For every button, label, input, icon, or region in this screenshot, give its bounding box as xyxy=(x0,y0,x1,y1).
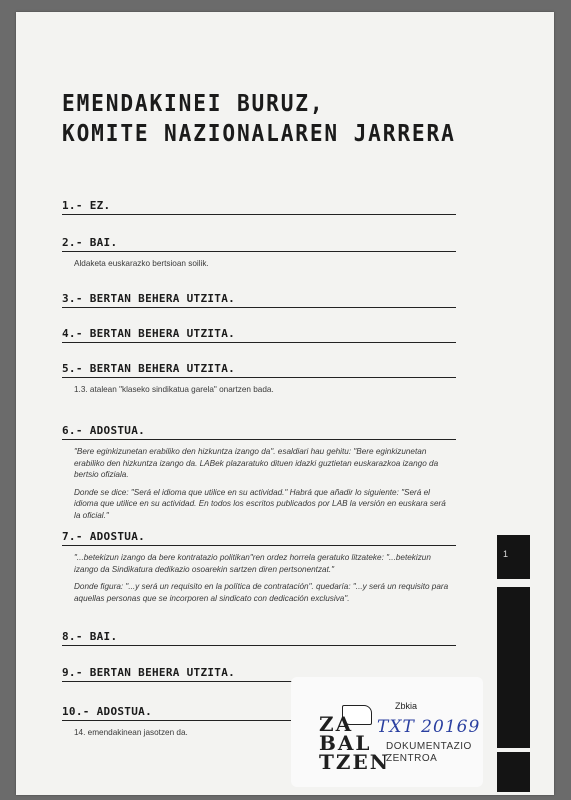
document-title xyxy=(62,89,456,149)
zabaltzen-logo xyxy=(319,712,391,774)
section-text: "Bere eginkizunetan erabiliko den hizkuntza izango da". esaldiari hau gehitu: "Bere eginkizunetan erabiliko den hizkuntza izango da. LABek plazaratuko dituen idazki guztietan euskarazkoa izango da bertsio ofiziala. xyxy=(74,447,439,479)
logo-line: TZEN xyxy=(319,750,391,774)
stamp-caption-line: ZENTROA xyxy=(386,753,438,764)
section-heading: 10.- ADOSTUA. xyxy=(62,705,302,721)
logo-line: ZA xyxy=(319,712,354,736)
side-tab-5 xyxy=(497,704,530,748)
side-tab-1 xyxy=(497,535,530,579)
section-7 xyxy=(62,530,456,610)
section-text: "...betekizun izango da bere kontratazio politikan"ren ordez horrela geratuko litzateke: "...betekizun izango da Sindikatura dedikazio osoarekin sartzen diren pertsonentzat." xyxy=(74,553,431,574)
section-heading: 2.- BAI. xyxy=(62,236,456,252)
section-heading: 7.- ADOSTUA. xyxy=(62,530,456,546)
stamp-caption xyxy=(386,741,472,765)
section-text: Aldaketa euskarazko bertsioan soilik. xyxy=(74,259,209,268)
side-tab-6 xyxy=(497,752,530,792)
section-4 xyxy=(62,327,456,343)
section-1 xyxy=(62,199,456,215)
section-2 xyxy=(62,236,456,276)
section-heading: 4.- BERTAN BEHERA UTZITA. xyxy=(62,327,456,343)
section-heading: 3.- BERTAN BEHERA UTZITA. xyxy=(62,292,456,308)
stamp-caption-line: DOKUMENTAZIO xyxy=(386,741,472,752)
section-8 xyxy=(62,630,456,646)
section-heading: 1.- EZ. xyxy=(62,199,456,215)
section-text: Donde figura: "...y será un requisito en la política de contratación". quedaría: "...y será un requisito para aquellas personas que se incorporen al sindicato con dedicación exclusiva". xyxy=(74,582,449,603)
section-heading: 6.- ADOSTUA. xyxy=(62,424,456,440)
title-line-1: EMENDAKINEI BURUZ, xyxy=(62,91,325,117)
section-heading: 9.- BERTAN BEHERA UTZITA. xyxy=(62,666,456,682)
title-line-2: KOMITE NAZIONALAREN JARRERA xyxy=(62,121,456,147)
archive-stamp xyxy=(291,677,483,787)
side-tab-label: 1 xyxy=(503,549,509,559)
section-6 xyxy=(62,424,456,527)
section-3 xyxy=(62,292,456,308)
side-tab-3 xyxy=(497,626,530,670)
section-heading: 5.- BERTAN BEHERA UTZITA. xyxy=(62,362,456,378)
side-tab-4 xyxy=(497,665,530,709)
section-5 xyxy=(62,362,456,402)
stamp-number-label: Zbkia xyxy=(395,701,418,711)
section-text: 1.3. atalean "klaseko sindikatua garela" onartzen bada. xyxy=(74,385,274,394)
handwritten-number: TXT 20169 xyxy=(377,717,481,737)
section-text: Donde se dice: "Será el idioma que utilice en su actividad." Habrá que añadir lo siguiente: "Será el idioma que utilice en su actividad. En todos los escritos publicados por LAB la versión en euskara será la oficial." xyxy=(74,487,446,520)
logo-line: BAL xyxy=(319,731,372,755)
side-tab-2 xyxy=(497,587,530,631)
section-heading: 8.- BAI. xyxy=(62,630,456,646)
section-text: 14. emendakinean jasotzen da. xyxy=(74,728,188,737)
